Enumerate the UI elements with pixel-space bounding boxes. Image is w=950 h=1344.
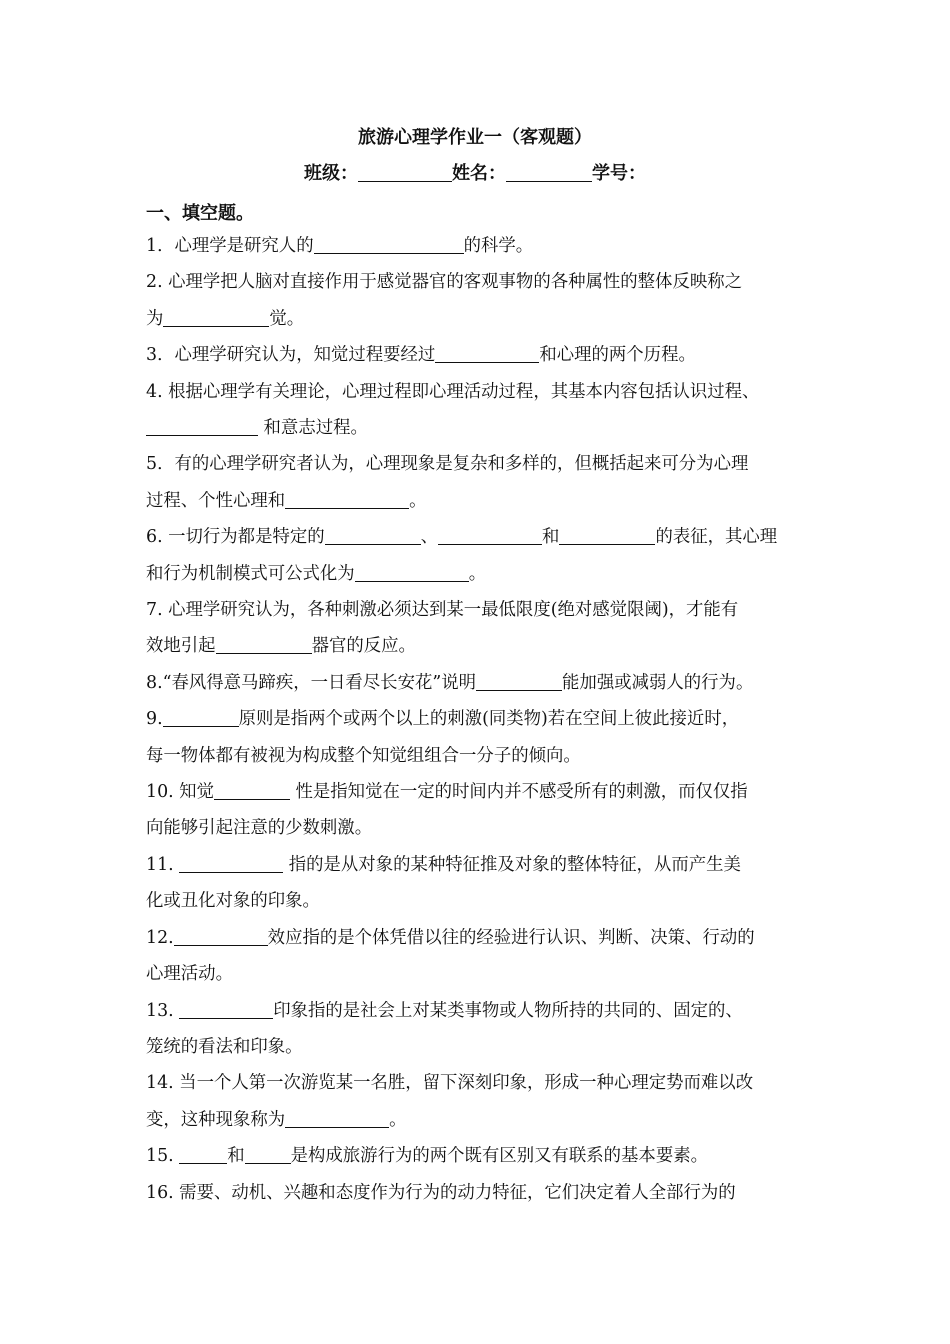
q13-blank[interactable]	[179, 998, 273, 1019]
q10-text: 10. 知觉	[146, 782, 214, 802]
class-blank[interactable]	[358, 161, 452, 182]
q12-text: 效应指的是个体凭借以往的经验进行认识、判断、决策、行动的	[267, 928, 755, 948]
q15-blank-1[interactable]	[179, 1143, 227, 1164]
document-title: 旅游心理学作业一（客观题）	[358, 127, 592, 148]
q1-text: 1．心理学是研究人的	[146, 236, 314, 256]
q2-text-end: 觉。	[269, 309, 305, 329]
q4-text-end: 和意志过程。	[263, 418, 368, 438]
q13-number: 13.	[146, 1001, 174, 1021]
q6-text: 6. 一切行为都是特定的	[146, 527, 325, 547]
q2-blank[interactable]	[163, 306, 269, 327]
question-13-cont	[146, 1033, 816, 1061]
student-info-line	[0, 160, 950, 188]
q2-text-start: 为	[146, 309, 164, 329]
student-id-label: 学号：	[592, 163, 646, 184]
q13-text: 印象指的是社会上对某类事物或人物所持的共同的、固定的、	[273, 1001, 743, 1021]
question-14-cont	[146, 1106, 816, 1134]
question-10	[146, 778, 816, 806]
q9-number: 9.	[146, 709, 163, 729]
q4-blank[interactable]	[146, 415, 258, 436]
question-9	[146, 705, 816, 733]
question-14	[146, 1069, 816, 1097]
name-label: 姓名：	[452, 163, 506, 184]
name-blank[interactable]	[506, 161, 592, 182]
question-10-cont	[146, 814, 816, 842]
question-5	[146, 450, 816, 478]
q6-blank-2[interactable]	[438, 524, 542, 545]
q6-sep-1: 、	[420, 527, 439, 547]
q12-number: 12.	[146, 928, 174, 948]
question-16	[146, 1179, 816, 1207]
q14-text-end: 。	[389, 1110, 407, 1130]
q11-text: 指的是从对象的某种特征推及对象的整体特征，从而产生美	[288, 855, 741, 875]
q15-number: 15.	[146, 1146, 174, 1166]
question-12-cont	[146, 960, 816, 988]
q10-text-end: 性是指知觉在一定的时间内并不感受所有的刺激，而仅仅指	[295, 782, 748, 802]
q5-text-start: 过程、个性心理和	[146, 491, 286, 511]
q5-text: 5．有的心理学研究者认为，心理现象是复杂和多样的，但概括起来可分为心理	[146, 454, 749, 474]
question-7-cont	[146, 632, 816, 660]
q9-blank[interactable]	[163, 706, 239, 727]
q9-text-2: 每一物体都有被视为构成整个知觉组组合一分子的倾向。	[146, 746, 581, 766]
q2-text: 2. 心理学把人脑对直接作用于感觉器官的客观事物的各种属性的整体反映称之	[146, 272, 743, 292]
q5-text-end: 。	[409, 491, 427, 511]
question-4	[146, 378, 816, 406]
q16-text: 16. 需要、动机、兴趣和态度作为行为的动力特征，它们决定着人全部行为的	[146, 1183, 736, 1203]
question-2-cont	[146, 305, 816, 333]
q8-text: 8.“春风得意马蹄疾，一日看尽长安花”说明	[146, 673, 477, 693]
q7-text-start: 效地引起	[146, 636, 216, 656]
q5-blank[interactable]	[285, 488, 409, 509]
class-label: 班级：	[304, 163, 358, 184]
q3-text: 3．心理学研究认为，知觉过程要经过	[146, 345, 436, 365]
q3-text-end: 和心理的两个历程。	[539, 345, 696, 365]
question-3	[146, 341, 816, 369]
q10-text-2: 向能够引起注意的少数刺激。	[146, 818, 373, 838]
q10-blank[interactable]	[214, 779, 290, 800]
q15-blank-2[interactable]	[245, 1143, 291, 1164]
q15-text: 是构成旅游行为的两个既有区别又有联系的基本要素。	[290, 1146, 708, 1166]
q6-text-2-end: 。	[468, 564, 487, 584]
question-8	[146, 669, 816, 697]
q7-text: 7. 心理学研究认为，各种刺激必须达到某一最低限度(绝对感觉限阈)，才能有	[146, 600, 739, 620]
q4-text: 4. 根据心理学有关理论，心理过程即心理活动过程，其基本内容包括认识过程、	[146, 382, 760, 402]
question-6	[146, 523, 816, 551]
q1-text-end: 的科学。	[463, 236, 534, 256]
q11-blank[interactable]	[179, 852, 283, 873]
q6-blank-3[interactable]	[559, 524, 655, 545]
q6-text-end: 的表征，其心理	[655, 527, 778, 547]
q14-text-start: 变，这种现象称为	[146, 1110, 286, 1130]
q14-blank[interactable]	[285, 1107, 389, 1128]
q3-blank[interactable]	[435, 342, 539, 363]
question-4-cont	[146, 414, 816, 442]
question-5-cont	[146, 487, 816, 515]
question-12	[146, 924, 816, 952]
q8-blank[interactable]	[476, 670, 562, 691]
q12-blank[interactable]	[174, 925, 268, 946]
question-11	[146, 851, 816, 879]
q8-text-end: 能加强或减弱人的行为。	[562, 673, 754, 693]
question-15	[146, 1142, 816, 1170]
question-9-cont	[146, 742, 816, 770]
q6-sep-2: 和	[542, 527, 560, 547]
q6-text-2: 和行为机制模式可公式化为	[146, 564, 355, 584]
q15-sep: 和	[227, 1146, 245, 1166]
question-11-cont	[146, 887, 816, 915]
question-6-cont	[146, 560, 816, 588]
q12-text-2: 心理活动。	[146, 964, 233, 984]
question-7	[146, 596, 816, 624]
q6-blank-1[interactable]	[325, 524, 421, 545]
q9-text: 原则是指两个或两个以上的刺激(同类物)若在空间上彼此接近时，	[238, 709, 740, 729]
q7-blank[interactable]	[216, 633, 312, 654]
section-title: 一、填空题。	[146, 203, 254, 224]
q7-text-end: 器官的反应。	[311, 636, 416, 656]
question-1	[146, 232, 816, 260]
question-13	[146, 997, 816, 1025]
q11-number: 11.	[146, 855, 174, 875]
q14-text: 14. 当一个人第一次游览某一名胜，留下深刻印象，形成一种心理定势而难以改	[146, 1073, 754, 1093]
q11-text-2: 化或丑化对象的印象。	[146, 891, 320, 911]
q1-blank[interactable]	[314, 233, 464, 254]
q13-text-2: 笼统的看法和印象。	[146, 1037, 303, 1057]
q6-blank-4[interactable]	[355, 561, 469, 582]
question-2	[146, 268, 816, 296]
